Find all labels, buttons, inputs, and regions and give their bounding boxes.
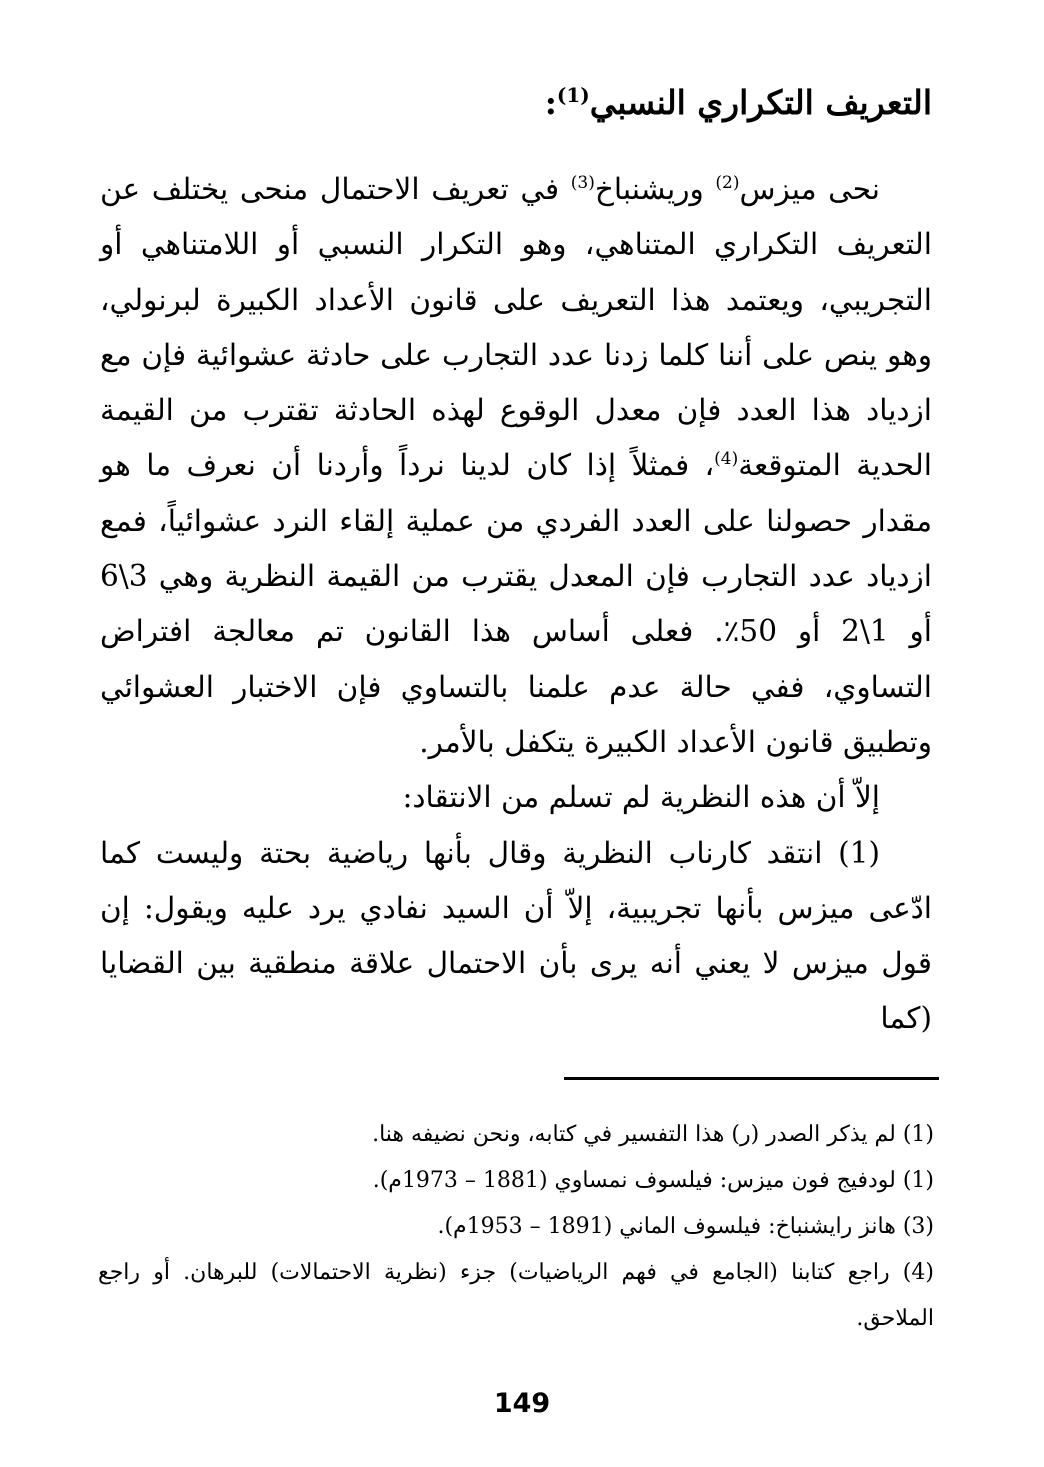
heading-footnote-ref[interactable]: (1) [556, 83, 590, 107]
footnote-4: (4) راجع كتابنا (الجامع في فهم الرياضيات) جزء (نظرية الاحتمالات) للبرهان. أو راجع الملاحق. [98, 1260, 934, 1331]
paragraph-3: (1) انتقد كارناب النظرية وقال بأنها رياضية بحتة وليست كما ادّعى ميزس بأنها تجريبية، إلاّ أن السيد نفادي يرد عليه ويقول: إن قول ميزس لا يعني أنه يرى بأن الاحتمال علاقة منطقية بين القضايا (كما [100, 835, 932, 1036]
heading-colon: : [544, 83, 557, 122]
footnote-divider [564, 1077, 939, 1080]
footnote-ref-2[interactable]: (2) [715, 173, 740, 194]
section-heading [102, 62, 932, 136]
footnote-3: (3) هانز رايشنباخ: فيلسوف الماني (1891 – 1953م). [437, 1214, 934, 1239]
footnote-ref-3[interactable]: (3) [570, 173, 595, 194]
footnote-2: (1) لودفيج فون ميزس: فيلسوف نمساوي (1881 – 1973م). [372, 1168, 934, 1193]
body-text [100, 162, 932, 1047]
footnote-ref-4[interactable]: (4) [714, 449, 739, 470]
page-number: 149 [493, 1388, 551, 1419]
paragraph-1-text-4: ، فمثلاً إذا كان لدينا نرداً وأردنا أن نعرف ما هو مقدار حصولنا على العدد الفردي من عملية إلقاء النرد عشوائياً، فمع ازدياد عدد التجارب فإن المعدل يقترب من القيمة النظرية وهي 3\6 أو 1\2 أو 50٪. فعلى أساس هذا القانون تم معالجة افتراض التساوي، ففي حالة عدم علمنا بالتساوي فإن الاختبار العشوائي وتطبيق قانون الأعداد الكبيرة يتكفل بالأمر. [100, 448, 932, 759]
paragraph-1 [100, 162, 932, 770]
paragraph-1-text-2: وريشنباخ [594, 172, 716, 206]
paragraph-2: إلاّ أن هذه النظرية لم تسلم من الانتقاد: [402, 780, 880, 815]
heading-text: التعريف التكراري النسبي [589, 83, 932, 122]
paragraph-1-text-1: نحى ميزس [739, 172, 881, 206]
paragraph-1-text-3: في تعريف الاحتمال منحى يختلف عن التعريف التكراري المتناهي، وهو التكرار النسبي أو اللامتناهي أو التجريبي، ويعتمد هذا التعريف على قانون الأعداد الكبيرة لبرنولي، وهو ينص على أننا كلما زدنا عدد التجارب على حادثة عشوائية فإن مع ازدياد هذا العدد فإن معدل الوقوع لهذه الحادثة تقترب من القيمة الحدية المتوقعة [100, 172, 932, 483]
footnotes [98, 1112, 934, 1342]
footnote-1: (1) لم يذكر الصدر (ر) هذا التفسير في كتابه، ونحن نضيفه هنا. [372, 1122, 934, 1147]
